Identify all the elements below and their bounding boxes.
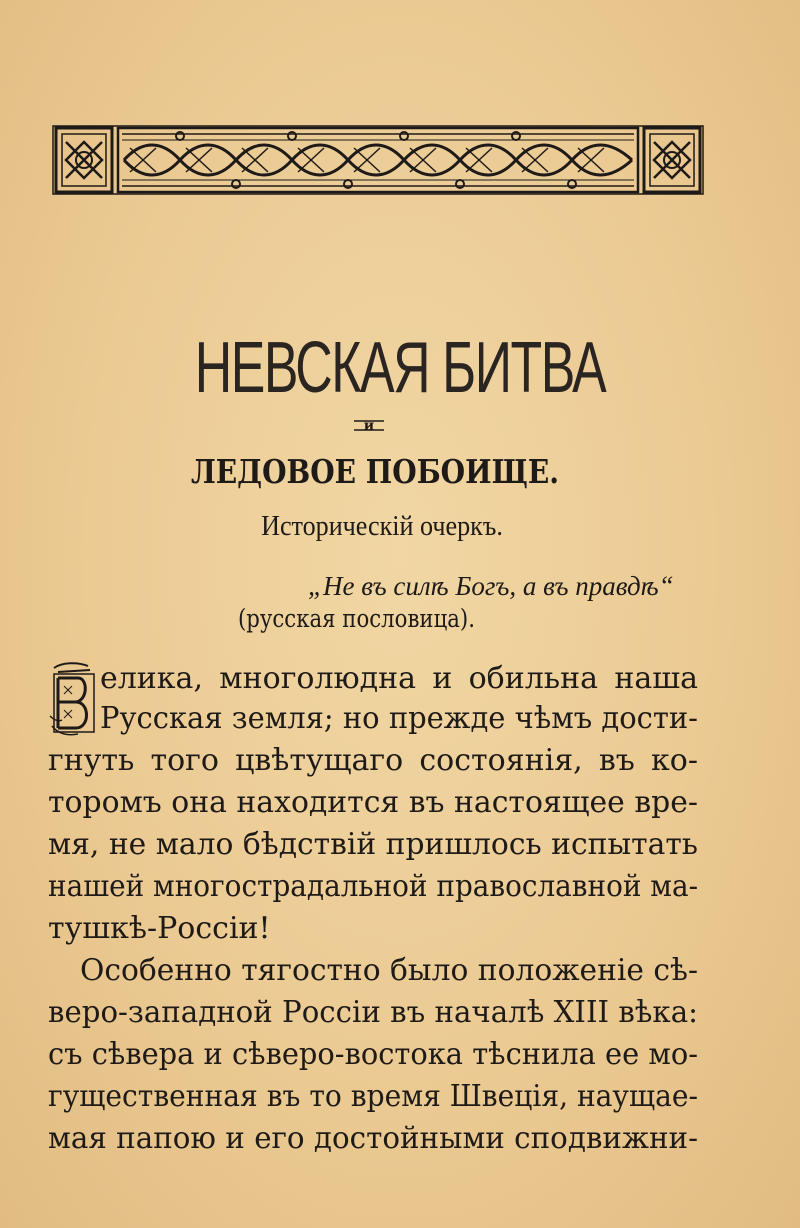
epigraph-attribution: (русская пословица). (238, 604, 475, 633)
conjunction-glyph (352, 418, 386, 432)
paragraph1-line-1: елика, многолюдна и обильна наша (100, 661, 698, 696)
subtitle: ЛЕДОВОЕ ПОБОИЩЕ. (190, 452, 560, 491)
paragraph2-line-2: веро-западной Россіи въ началѣ XIII вѣка: (48, 995, 698, 1030)
paragraph1-line-2: Русская земля; но прежде чѣмъ дости- (100, 701, 698, 736)
paragraph1-line-7: тушкѣ-Россіи! (48, 911, 271, 946)
paragraph1-line-3: гнуть того цвѣтущаго состоянія, въ ко- (48, 743, 698, 778)
paragraph1-line-6: нашей многострадальной православной ма- (48, 869, 698, 904)
epigraph-motto: „Не въ силѣ Богъ, а въ правдѣ“ (308, 571, 674, 601)
paragraph1-line-5: мя, не мало бѣдствій пришлось испытать (48, 827, 698, 862)
ornamental-headpiece (52, 122, 704, 198)
conjunction-text: и (363, 418, 375, 432)
paragraph2-line-4: гущественная въ то время Швеція, наущае- (48, 1079, 699, 1114)
genre-label: Историческій очеркъ. (261, 510, 503, 542)
page-title: НЕВСКАЯ БИТВА (194, 328, 606, 408)
paragraph2-line-5: мая папою и его достойными сподвижни- (48, 1121, 698, 1156)
decorated-initial (48, 660, 98, 740)
paragraph2-line-3: съ сѣвера и сѣверо-востока тѣснила ее мо- (48, 1037, 699, 1072)
paragraph1-line-4: торомъ она находится въ настоящее вре- (48, 785, 698, 820)
paragraph2-line-1: Особенно тягостно было положеніе сѣ- (80, 953, 699, 988)
